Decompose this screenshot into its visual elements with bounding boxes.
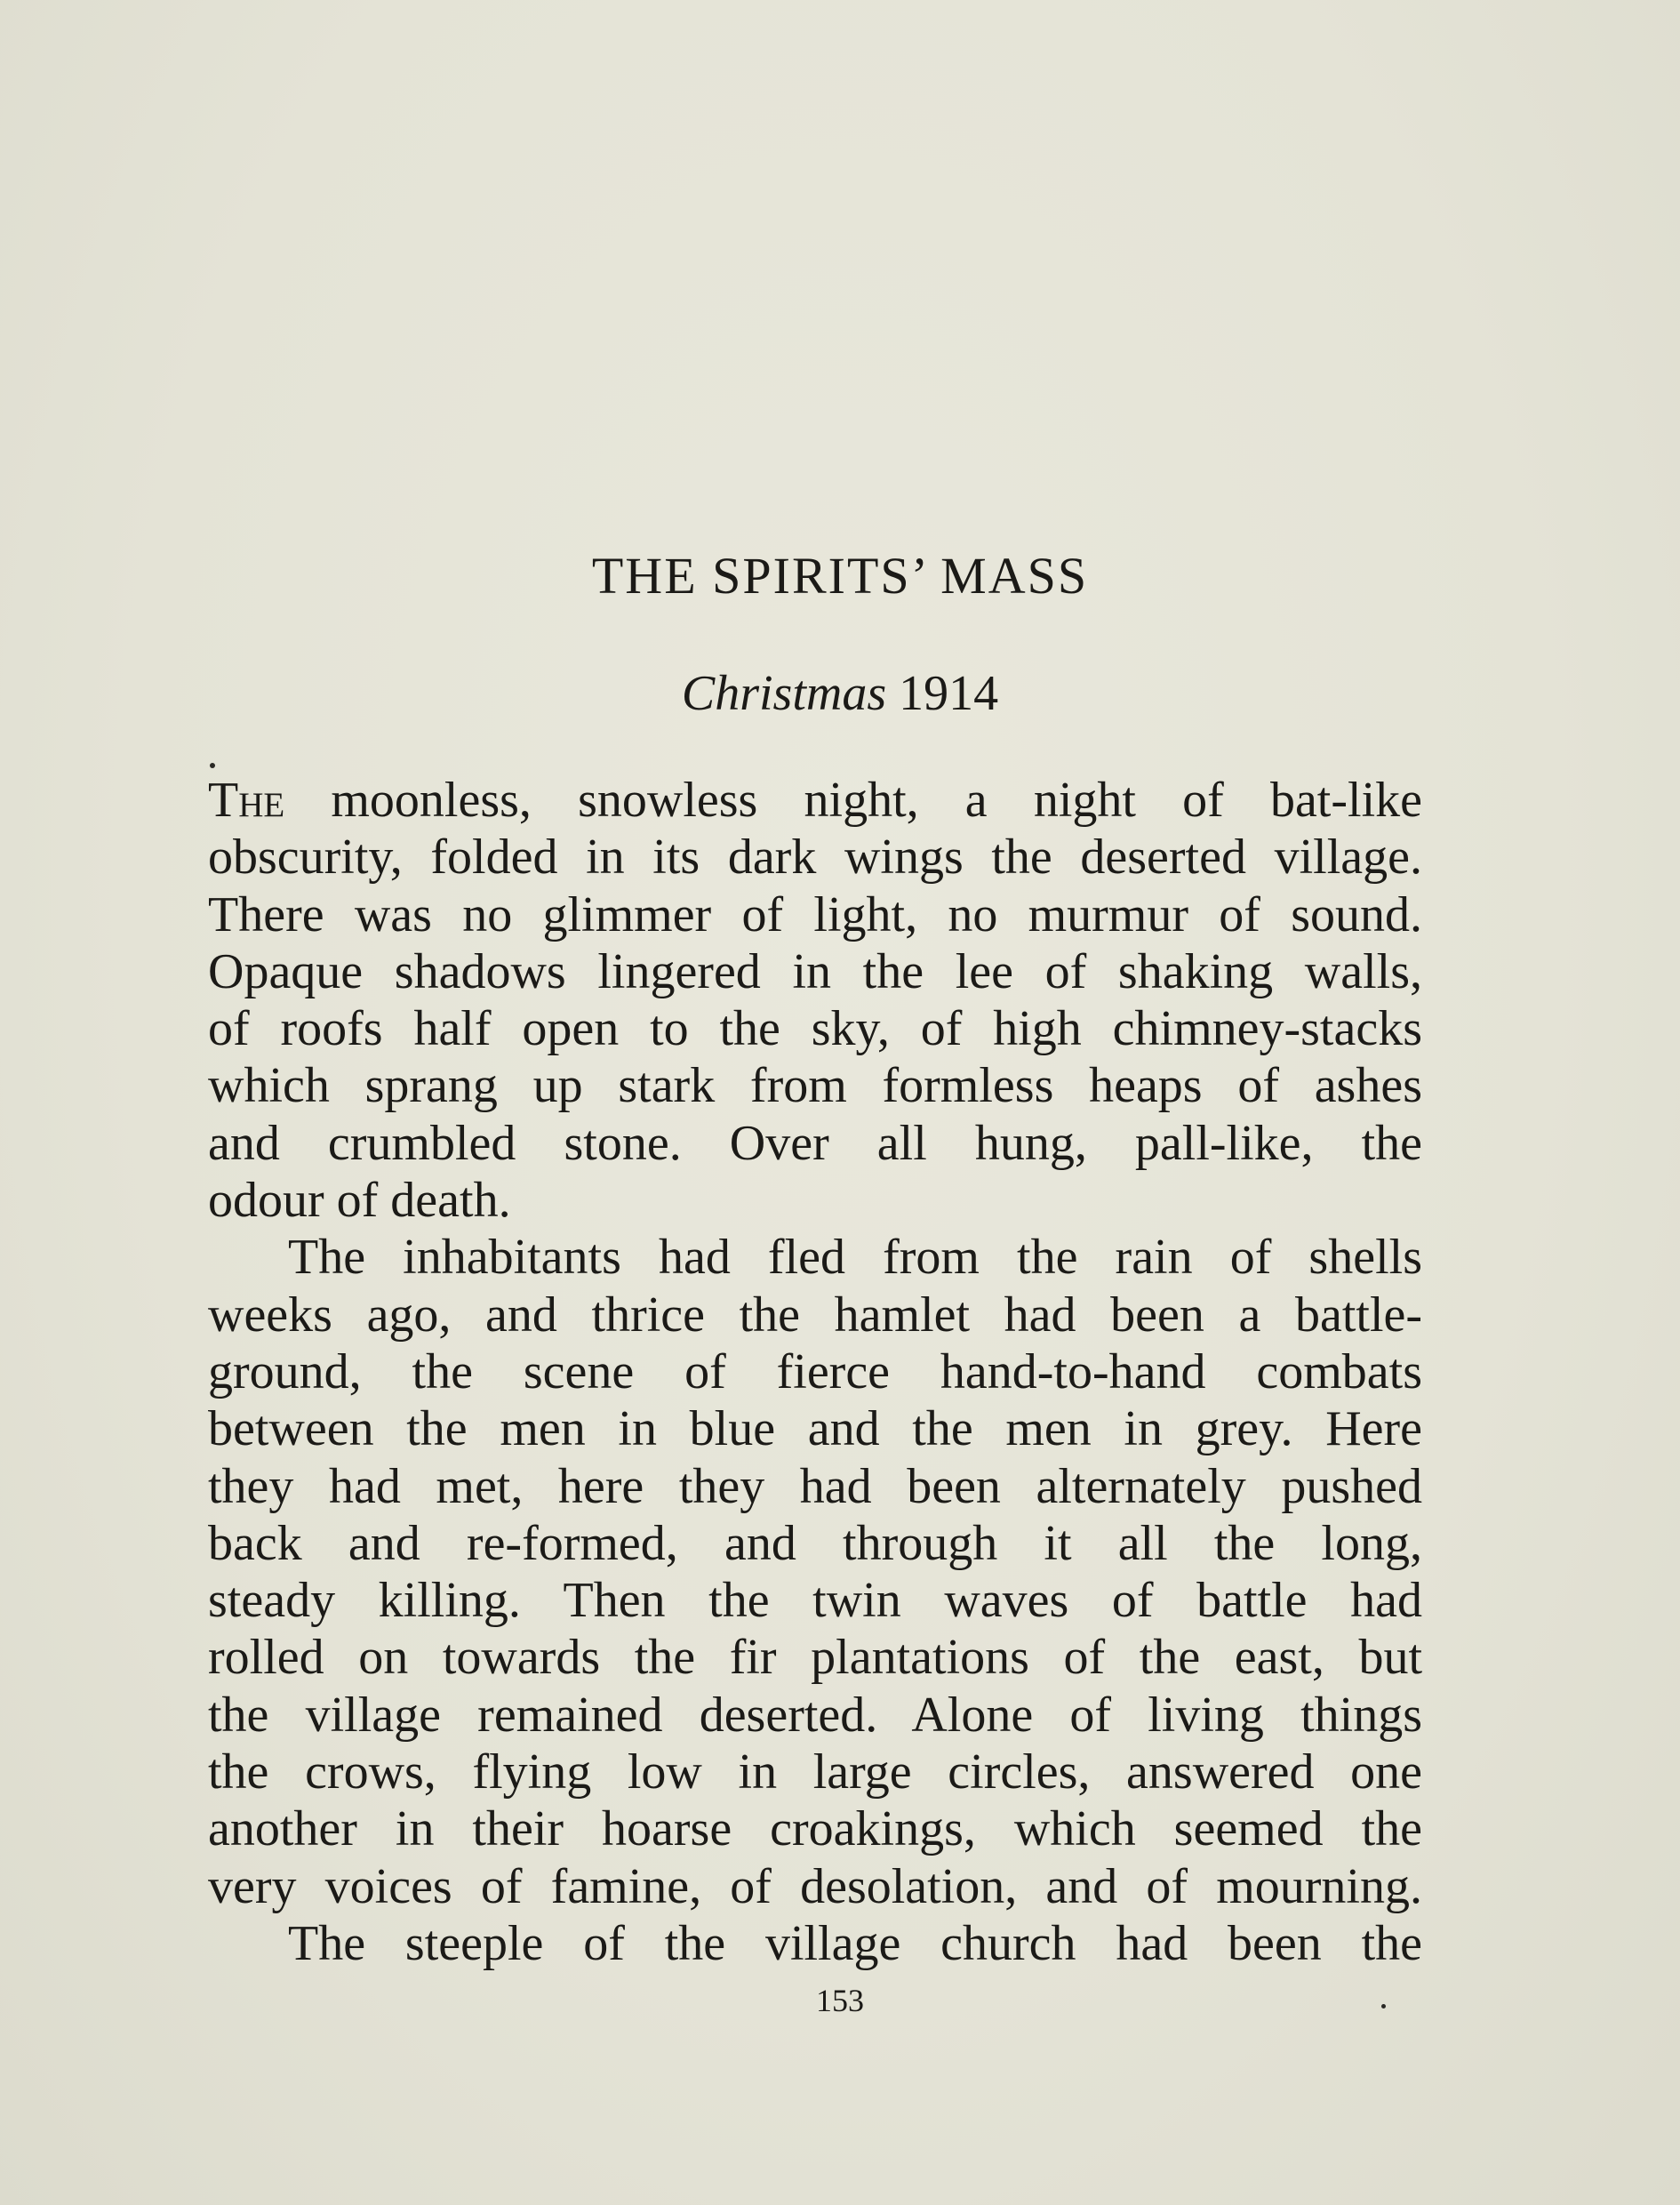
chapter-subtitle — [0, 658, 1680, 729]
text-line: of roofs half open to the sky, of high chimney-stacks — [208, 1001, 1422, 1057]
text-line: back and re-formed, and through it all the long, — [208, 1515, 1422, 1571]
text-line: another in their hoarse croakings, which seemed the — [208, 1801, 1422, 1857]
text-line: Opaque shadows lingered in the lee of shaking walls, — [208, 943, 1422, 999]
text-line: There was no glimmer of light, no murmur of sound. — [208, 886, 1422, 942]
text-line: The steeple of the village church had been the — [288, 1915, 1422, 1971]
text-line: odour of death. — [208, 1173, 511, 1229]
ink-speck — [1381, 2004, 1386, 2009]
first-line-rest: moonless, snowless night, a night of bat-like — [284, 773, 1422, 828]
text-line — [208, 772, 1422, 829]
text-line: rolled on towards the fir plantations of the east, but — [208, 1630, 1422, 1686]
text-line: between the men in blue and the men in grey. Here — [208, 1401, 1422, 1457]
chapter-title: THE SPIRITS’ MASS — [591, 547, 1089, 605]
text-line: The inhabitants had fled from the rain of shells — [288, 1230, 1422, 1286]
subtitle-year: 1914 — [899, 666, 999, 721]
text-line: ground, the scene of fierce hand-to-hand combats — [208, 1343, 1422, 1399]
text-line: the crows, flying low in large circles, answered one — [208, 1744, 1422, 1800]
text-line: very voices of famine, of desolation, and of mourning. — [208, 1858, 1422, 1914]
text-line: which sprang up stark from formless heaps of ashes — [208, 1058, 1422, 1114]
text-line: the village remained deserted. Alone of living things — [208, 1687, 1422, 1743]
body-text — [208, 772, 1422, 1972]
ink-speck — [210, 763, 215, 768]
subtitle-italic-word: Christmas — [681, 666, 887, 721]
text-line: obscurity, folded in its dark wings the deserted village. — [208, 830, 1422, 886]
text-line: weeks ago, and thrice the hamlet had been a battle- — [208, 1287, 1422, 1343]
text-line: and crumbled stone. Over all hung, pall-like, the — [208, 1115, 1422, 1171]
page-number: 153 — [816, 1983, 864, 2018]
text-line: they had met, here they had been alternately pushed — [208, 1458, 1422, 1514]
text-line: steady killing. Then the twin waves of battle had — [208, 1573, 1422, 1629]
drop-word: The — [208, 773, 285, 828]
